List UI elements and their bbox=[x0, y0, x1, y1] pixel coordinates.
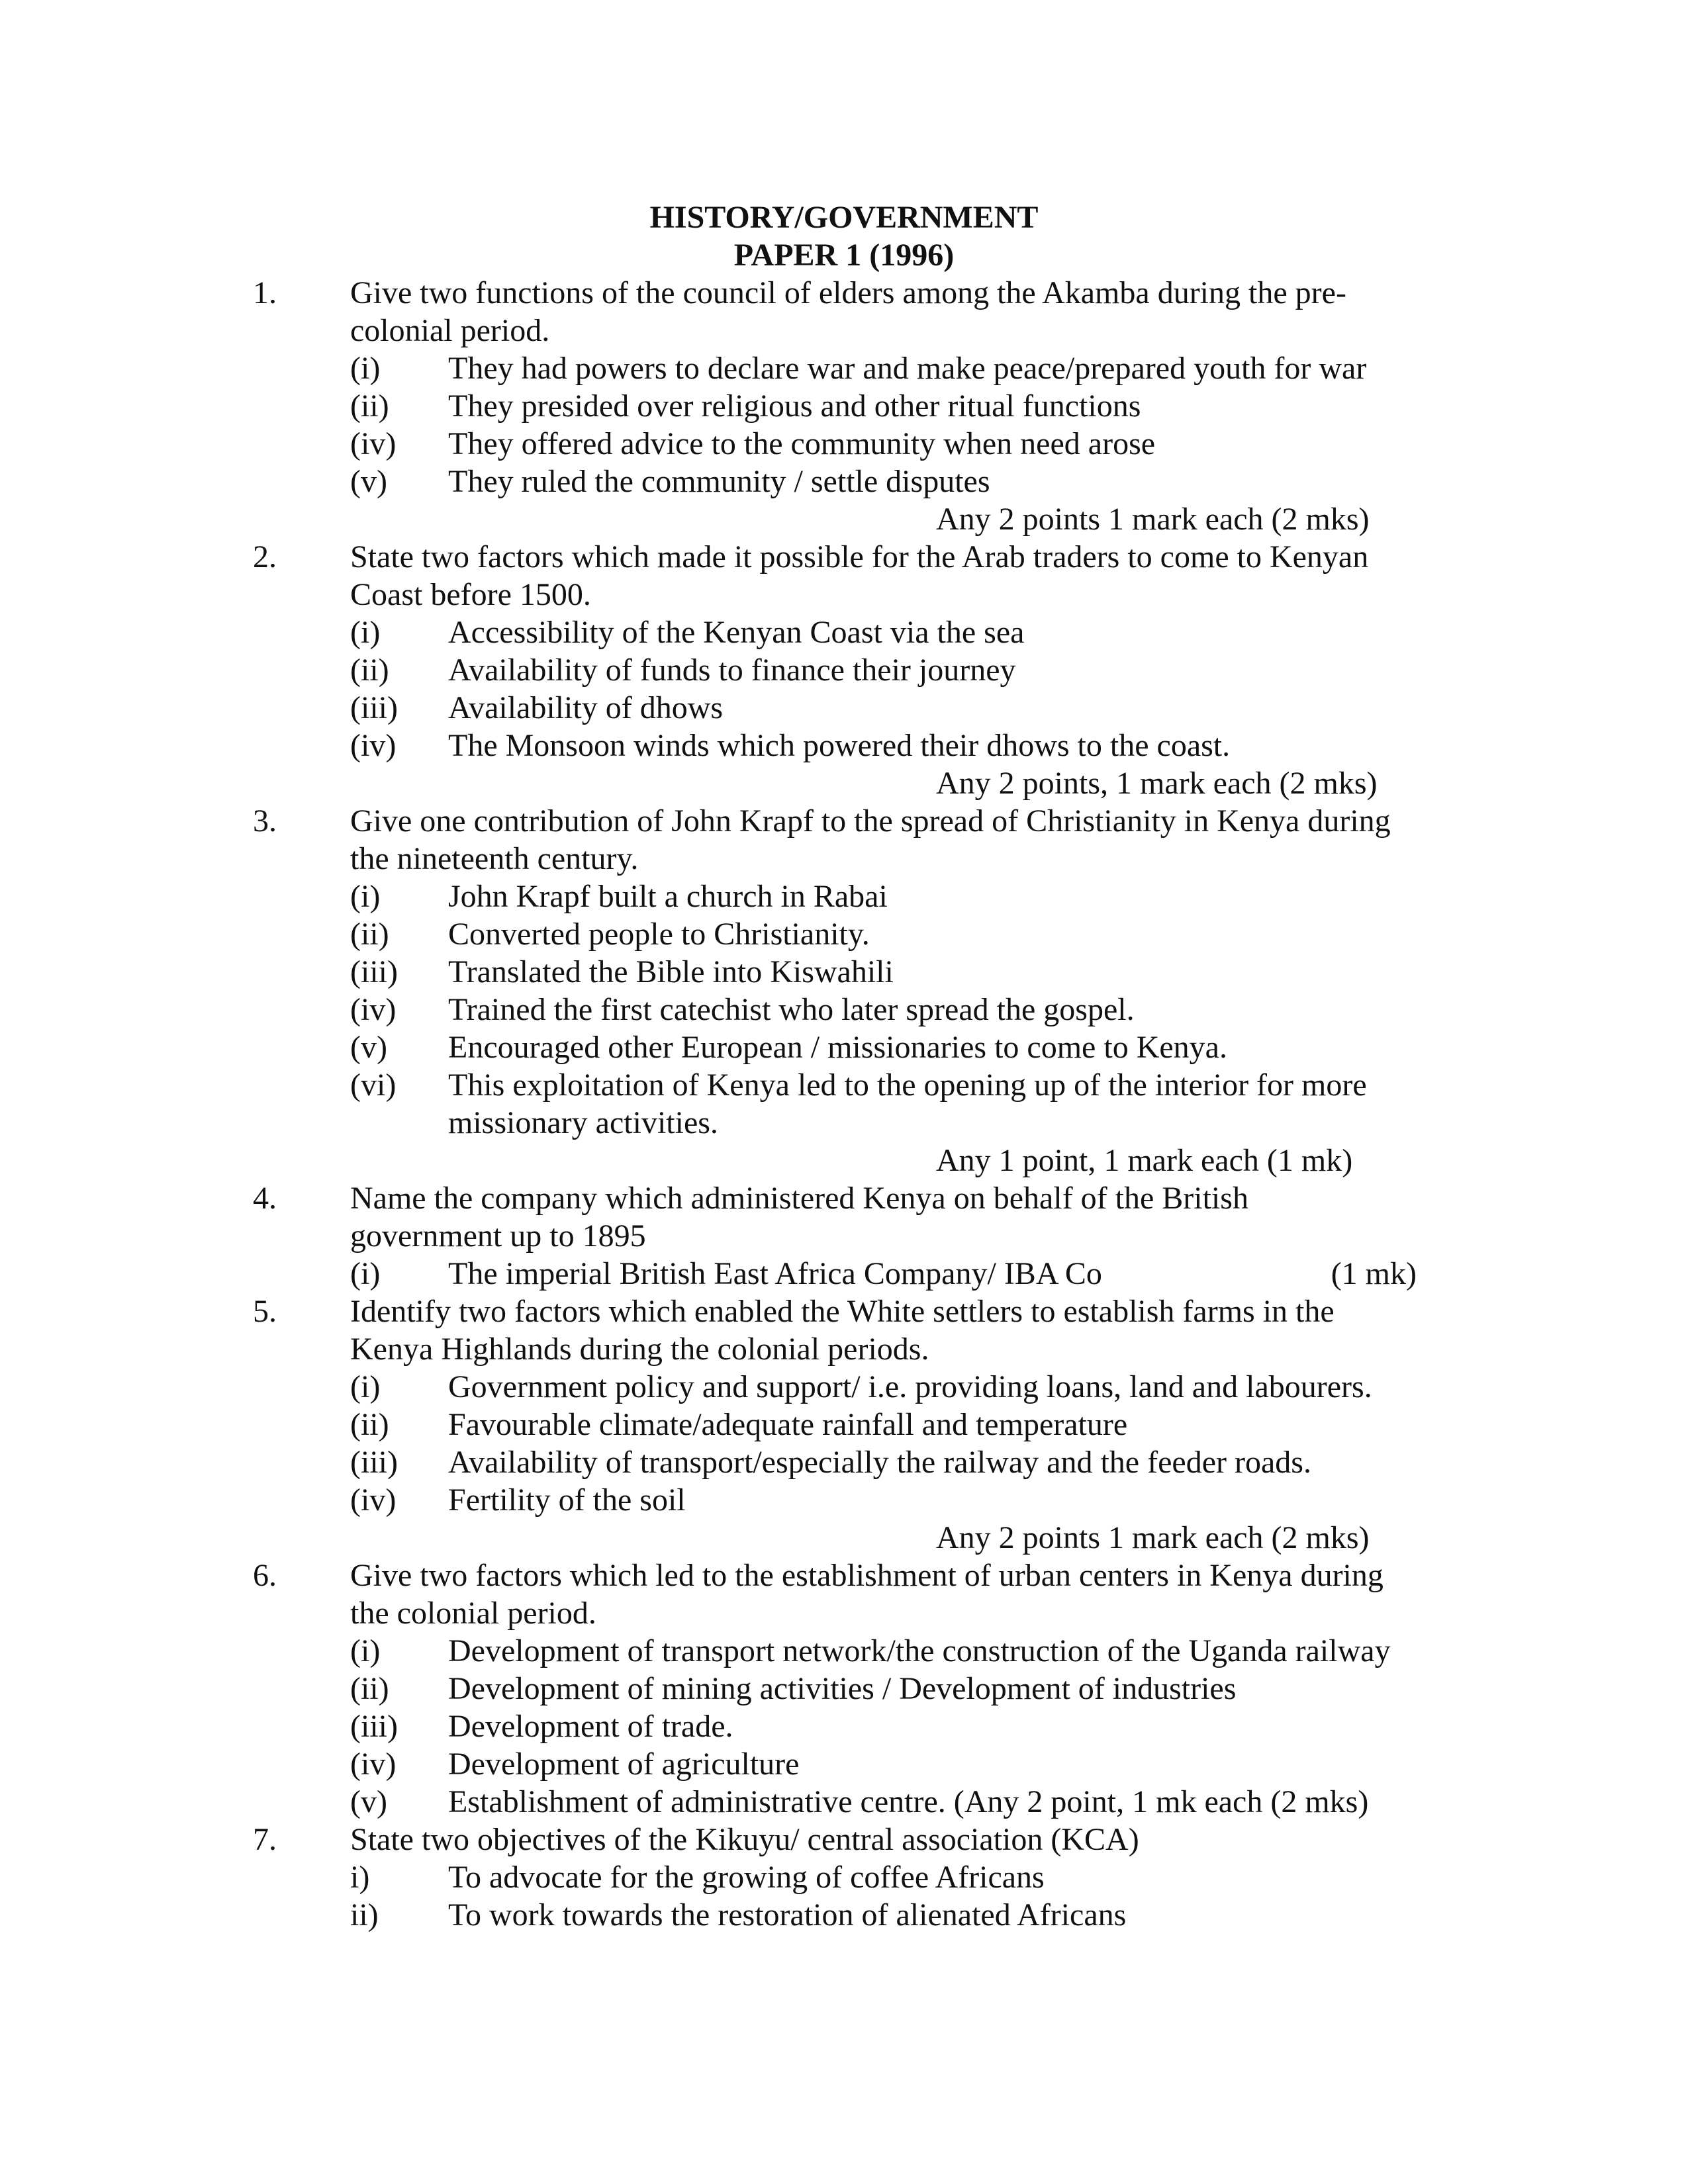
marks-allocation: Any 2 points, 1 mark each (2 mks) bbox=[936, 766, 1378, 801]
answer-number: (i) bbox=[350, 879, 381, 914]
question-text-line bbox=[0, 1179, 1688, 1217]
question-text-line bbox=[0, 1330, 1688, 1368]
answer-text: To work towards the restoration of alienated Africans bbox=[448, 1897, 1127, 1933]
marks-allocation: Any 2 points 1 mark each (2 mks) bbox=[936, 1520, 1370, 1555]
question-text: Identify two factors which enabled the White settlers to establish farms in the bbox=[350, 1294, 1335, 1329]
question-text: Give one contribution of John Krapf to the spread of Christianity in Kenya during bbox=[350, 803, 1391, 839]
answer-item bbox=[0, 1783, 1688, 1821]
answer-text: Availability of funds to finance their journey bbox=[448, 653, 1016, 688]
question-number: 7. bbox=[253, 1822, 277, 1857]
answer-number: (ii) bbox=[350, 388, 389, 424]
answer-number: i) bbox=[350, 1860, 370, 1895]
answer-item bbox=[0, 1896, 1688, 1934]
question-text: colonial period. bbox=[350, 313, 550, 348]
answer-item bbox=[0, 1255, 1688, 1293]
question-text-line bbox=[0, 576, 1688, 614]
answer-text: Encouraged other European / missionaries to come to Kenya. bbox=[448, 1030, 1227, 1065]
answer-number: (i) bbox=[350, 1256, 381, 1291]
question-number: 6. bbox=[253, 1558, 277, 1593]
question-text: State two factors which made it possible for the Arab traders to come to Kenyan bbox=[350, 539, 1369, 574]
answer-item bbox=[0, 1406, 1688, 1443]
answer-number: (i) bbox=[350, 1369, 381, 1404]
answer-number: (iv) bbox=[350, 1482, 397, 1518]
answer-text: Fertility of the soil bbox=[448, 1482, 686, 1518]
answer-text: Establishment of administrative centre. (Any 2 point, 1 mk each (2 mks) bbox=[448, 1784, 1369, 1819]
marking-scheme-line bbox=[0, 500, 1688, 538]
answer-item bbox=[0, 387, 1688, 425]
answer-item bbox=[0, 727, 1688, 764]
question-text: Give two functions of the council of elders among the Akamba during the pre- bbox=[350, 275, 1346, 310]
answer-text: Development of mining activities / Development of industries bbox=[448, 1671, 1237, 1706]
question-text-line bbox=[0, 840, 1688, 878]
answer-item bbox=[0, 915, 1688, 953]
question-text: State two objectives of the Kikuyu/ central association (KCA) bbox=[350, 1822, 1139, 1857]
document-title: HISTORY/GOVERNMENT bbox=[649, 200, 1039, 235]
answer-number: (iv) bbox=[350, 1747, 397, 1782]
answer-text: Government policy and support/ i.e. providing loans, land and labourers. bbox=[448, 1369, 1372, 1404]
answer-number: (i) bbox=[350, 615, 381, 650]
answer-item bbox=[0, 1443, 1688, 1481]
answer-item bbox=[0, 1028, 1688, 1066]
question-7 bbox=[0, 1821, 1688, 1934]
question-number: 4. bbox=[253, 1181, 277, 1216]
answer-text: The Monsoon winds which powered their dhows to the coast. bbox=[448, 728, 1231, 763]
answer-text: They offered advice to the community when need arose bbox=[448, 426, 1156, 461]
answer-number: (iv) bbox=[350, 992, 397, 1027]
answer-item bbox=[0, 1104, 1688, 1142]
answer-number: (iii) bbox=[350, 1709, 398, 1744]
answer-text: Development of agriculture bbox=[448, 1747, 800, 1782]
answer-mark: (1 mk) bbox=[1331, 1256, 1417, 1291]
answer-number: (iv) bbox=[350, 728, 397, 763]
answer-text: Development of transport network/the construction of the Uganda railway bbox=[448, 1633, 1391, 1668]
question-text: Give two factors which led to the establishment of urban centers in Kenya during bbox=[350, 1558, 1383, 1593]
answer-item bbox=[0, 1707, 1688, 1745]
question-text-line bbox=[0, 1557, 1688, 1594]
question-6 bbox=[0, 1557, 1688, 1821]
question-number: 5. bbox=[253, 1294, 277, 1329]
answer-text: The imperial British East Africa Company/ IBA Co bbox=[448, 1256, 1102, 1291]
answer-text: They had powers to declare war and make peace/prepared youth for war bbox=[448, 351, 1367, 386]
answer-text: They presided over religious and other ritual functions bbox=[448, 388, 1141, 424]
answer-item bbox=[0, 425, 1688, 463]
answer-text: Development of trade. bbox=[448, 1709, 733, 1744]
answer-number: (i) bbox=[350, 1633, 381, 1668]
question-text: Kenya Highlands during the colonial periods. bbox=[350, 1332, 929, 1367]
question-text-line bbox=[0, 312, 1688, 349]
question-text: Coast before 1500. bbox=[350, 577, 591, 612]
answer-number: (ii) bbox=[350, 1671, 389, 1706]
question-text-line bbox=[0, 1217, 1688, 1255]
answer-number: (v) bbox=[350, 464, 387, 499]
answer-number: (ii) bbox=[350, 917, 389, 952]
answer-item bbox=[0, 1368, 1688, 1406]
answer-number: (v) bbox=[350, 1030, 387, 1065]
answer-number: ii) bbox=[350, 1897, 379, 1933]
answer-text: Trained the first catechist who later spread the gospel. bbox=[448, 992, 1135, 1027]
question-text: government up to 1895 bbox=[350, 1218, 646, 1253]
answer-item bbox=[0, 651, 1688, 689]
answer-text: To advocate for the growing of coffee Africans bbox=[448, 1860, 1045, 1895]
answer-number: (ii) bbox=[350, 653, 389, 688]
answer-item bbox=[0, 878, 1688, 915]
answer-text: Accessibility of the Kenyan Coast via the sea bbox=[448, 615, 1025, 650]
answer-text: John Krapf built a church in Rabai bbox=[448, 879, 888, 914]
answer-text: This exploitation of Kenya led to the opening up of the interior for more bbox=[448, 1068, 1367, 1103]
answer-number: (ii) bbox=[350, 1407, 389, 1442]
marking-scheme-line bbox=[0, 1142, 1688, 1179]
question-text-line bbox=[0, 538, 1688, 576]
question-text: Name the company which administered Kenya on behalf of the British bbox=[350, 1181, 1248, 1216]
question-5 bbox=[0, 1293, 1688, 1557]
question-text-line bbox=[0, 1594, 1688, 1632]
answer-text: They ruled the community / settle disputes bbox=[448, 464, 990, 499]
question-number: 3. bbox=[253, 803, 277, 839]
answer-item bbox=[0, 463, 1688, 500]
answer-item bbox=[0, 1481, 1688, 1519]
marks-allocation: Any 1 point, 1 mark each (1 mk) bbox=[936, 1143, 1353, 1178]
answer-item bbox=[0, 953, 1688, 991]
answer-number: (iii) bbox=[350, 1445, 398, 1480]
question-1 bbox=[0, 274, 1688, 538]
answer-item bbox=[0, 1745, 1688, 1783]
answer-text: Availability of transport/especially the railway and the feeder roads. bbox=[448, 1445, 1311, 1480]
question-text-line bbox=[0, 1293, 1688, 1330]
question-text-line bbox=[0, 1821, 1688, 1858]
answer-number: (vi) bbox=[350, 1068, 397, 1103]
answer-item bbox=[0, 1066, 1688, 1104]
answer-item bbox=[0, 1632, 1688, 1670]
question-number: 1. bbox=[253, 275, 277, 310]
answer-text: Favourable climate/adequate rainfall and temperature bbox=[448, 1407, 1128, 1442]
question-3 bbox=[0, 802, 1688, 1179]
question-text-line bbox=[0, 274, 1688, 312]
question-text: the nineteenth century. bbox=[350, 841, 639, 876]
document-subtitle: PAPER 1 (1996) bbox=[733, 238, 955, 273]
answer-item bbox=[0, 991, 1688, 1028]
marking-scheme-line bbox=[0, 1519, 1688, 1557]
question-text: the colonial period. bbox=[350, 1596, 596, 1631]
answer-text: Translated the Bible into Kiswahili bbox=[448, 954, 894, 989]
answer-item bbox=[0, 1858, 1688, 1896]
question-list bbox=[0, 274, 1688, 1934]
answer-item bbox=[0, 614, 1688, 651]
question-4 bbox=[0, 1179, 1688, 1293]
marking-scheme-line bbox=[0, 764, 1688, 802]
answer-text: Availability of dhows bbox=[448, 690, 724, 725]
answer-number: (iii) bbox=[350, 954, 398, 989]
answer-number: (i) bbox=[350, 351, 381, 386]
answer-text: Converted people to Christianity. bbox=[448, 917, 870, 952]
question-2 bbox=[0, 538, 1688, 802]
answer-number: (iii) bbox=[350, 690, 398, 725]
question-number: 2. bbox=[253, 539, 277, 574]
marks-allocation: Any 2 points 1 mark each (2 mks) bbox=[936, 502, 1370, 537]
answer-item bbox=[0, 349, 1688, 387]
question-text-line bbox=[0, 802, 1688, 840]
answer-item bbox=[0, 689, 1688, 727]
answer-text: missionary activities. bbox=[448, 1105, 718, 1140]
answer-number: (iv) bbox=[350, 426, 397, 461]
answer-number: (v) bbox=[350, 1784, 387, 1819]
answer-item bbox=[0, 1670, 1688, 1707]
